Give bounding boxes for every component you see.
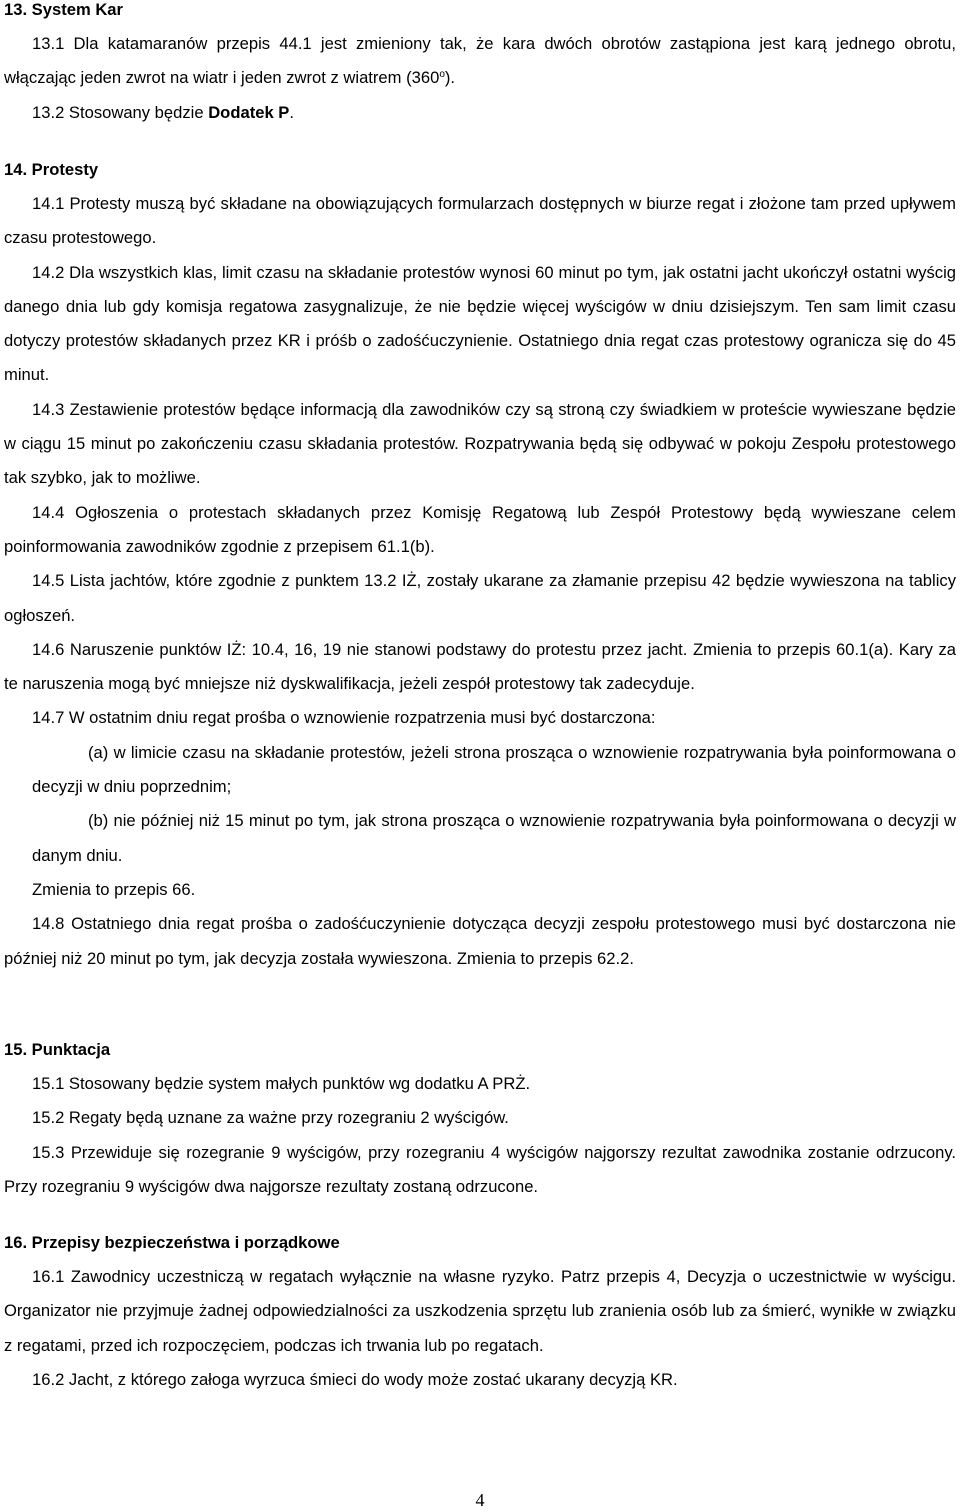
paragraph-14-5: 14.5 Lista jachtów, które zgodnie z punktem 13.2 IŻ, zostały ukarane za złamanie przepisu 42 będzie wywieszona na tablicy ogłoszeń. <box>4 571 956 625</box>
section-16-heading: 16. Przepisy bezpieczeństwa i porządkowe <box>4 1233 340 1252</box>
section-16 <box>4 1233 956 1397</box>
paragraph-14-4: 14.4 Ogłoszenia o protestach składanych przez Komisję Regatową lub Zespół Protestowy będą wywieszane celem poinformowania zawodników zgodnie z przepisem 61.1(b). <box>4 502 956 556</box>
paragraph-14-7c: Zmienia to przepis 66. <box>32 879 196 899</box>
paragraph-13-1-text: 13.1 Dla katamaranów przepis 44.1 jest zmieniony tak, że kara dwóch obrotów zastąpiona jest karą jednego obrotu, włączając jeden zwrot na wiatr i jeden zwrot z wiatrem (360 <box>4 34 956 88</box>
appendix-p-ref: Dodatek P <box>208 102 290 122</box>
paragraph-14-7: 14.7 W ostatnim dniu regat prośba o wznowienie rozpatrzenia musi być dostarczona: <box>32 708 656 728</box>
paragraph-14-7b: (b) nie później niż 15 minut po tym, jak strona prosząca o wznowienie rozpatrywania była poinformowana o decyzji w danym dniu. <box>32 811 956 865</box>
section-14 <box>4 160 956 976</box>
degree-sup: o <box>439 69 445 81</box>
section-15-heading: 15. Punktacja <box>4 1040 111 1059</box>
paragraph-15-2: 15.2 Regaty będą uznane za ważne przy rozegraniu 2 wyścigów. <box>32 1108 509 1128</box>
section-13-heading: 13. System Kar <box>4 0 123 19</box>
paragraph-16-1: 16.1 Zawodnicy uczestniczą w regatach wyłącznie na własne ryzyko. Patrz przepis 4, Decyzja o uczestnictwie w wyścigu. Organizator nie przyjmuje żadnej odpowiedzialności za uszkodzenia sprzętu lub zranienia osób lub za śmierć, wynikłe w związku z regatami, przed ich rozpoczęciem, podczas ich trwania lub po regatach. <box>4 1267 956 1355</box>
paragraph-14-2: 14.2 Dla wszystkich klas, limit czasu na składanie protestów wynosi 60 minut po tym, jak ostatni jacht ukończył ostatni wyścig danego dnia lub gdy komisja regatowa zasygnalizuje, że nie będzie więcej wyścigów w dniu dzisiejszym. Ten sam limit czasu dotyczy protestów składanych przez KR i próśb o zadośćuczynienie. Ostatniego dnia regat czas protestowy ogranicza się do 45 minut. <box>4 262 956 385</box>
paragraph-15-3: 15.3 Przewiduje się rozegranie 9 wyścigów, przy rozegraniu 4 wyścigów najgorszy rezultat zawodnika zostanie odrzucony. Przy rozegraniu 9 wyścigów dwa najgorsze rezultaty zostaną odrzucone. <box>4 1142 956 1196</box>
paragraph-13-2-end: . <box>289 102 294 122</box>
paragraph-16-2: 16.2 Jacht, z którego załoga wyrzuca śmieci do wody może zostać ukarany decyzją KR. <box>32 1369 678 1389</box>
paragraph-13-1 <box>4 27 956 96</box>
paragraph-13-2-text: 13.2 Stosowany będzie <box>32 102 209 122</box>
section-13 <box>4 0 956 130</box>
paragraph-13-1-end: ). <box>444 68 456 88</box>
section-15 <box>4 1040 956 1204</box>
paragraph-14-8: 14.8 Ostatniego dnia regat prośba o zadośćuczynienie dotycząca decyzji zespołu protestowego musi być dostarczona nie później niż 20 minut po tym, jak decyzja została wywieszona. Zmienia to przepis 62.2. <box>4 914 956 968</box>
paragraph-14-1: 14.1 Protesty muszą być składane na obowiązujących formularzach dostępnych w biurze regat i złożone tam przed upływem czasu protestowego. <box>4 194 956 248</box>
paragraph-14-3: 14.3 Zestawienie protestów będące informacją dla zawodników czy są stroną czy świadkiem w proteście wywieszane będzie w ciągu 15 minut po zakończeniu czasu składania protestów. Rozpatrywania będą się odbywać w pokoju Zespołu protestowego tak szybko, jak to możliwe. <box>4 399 956 488</box>
paragraph-15-1: 15.1 Stosowany będzie system małych punktów wg dodatku A PRŻ. <box>32 1074 531 1093</box>
paragraph-14-7a: (a) w limicie czasu na składanie protestów, jeżeli strona prosząca o wznowienie rozpatrywania była poinformowana o decyzji w dniu poprzednim; <box>32 742 956 797</box>
paragraph-14-6: 14.6 Naruszenie punktów IŻ: 10.4, 16, 19 nie stanowi podstawy do protestu przez jacht. Zmienia to przepis 60.1(a). Kary za te naruszenia mogą być mniejsze niż dyskwalifikacja, jeżeli zespół protestowy tak zadecyduje. <box>4 639 956 694</box>
section-14-heading: 14. Protesty <box>4 160 99 179</box>
page-number: 4 <box>475 1490 485 1510</box>
paragraph-13-2 <box>4 96 956 130</box>
